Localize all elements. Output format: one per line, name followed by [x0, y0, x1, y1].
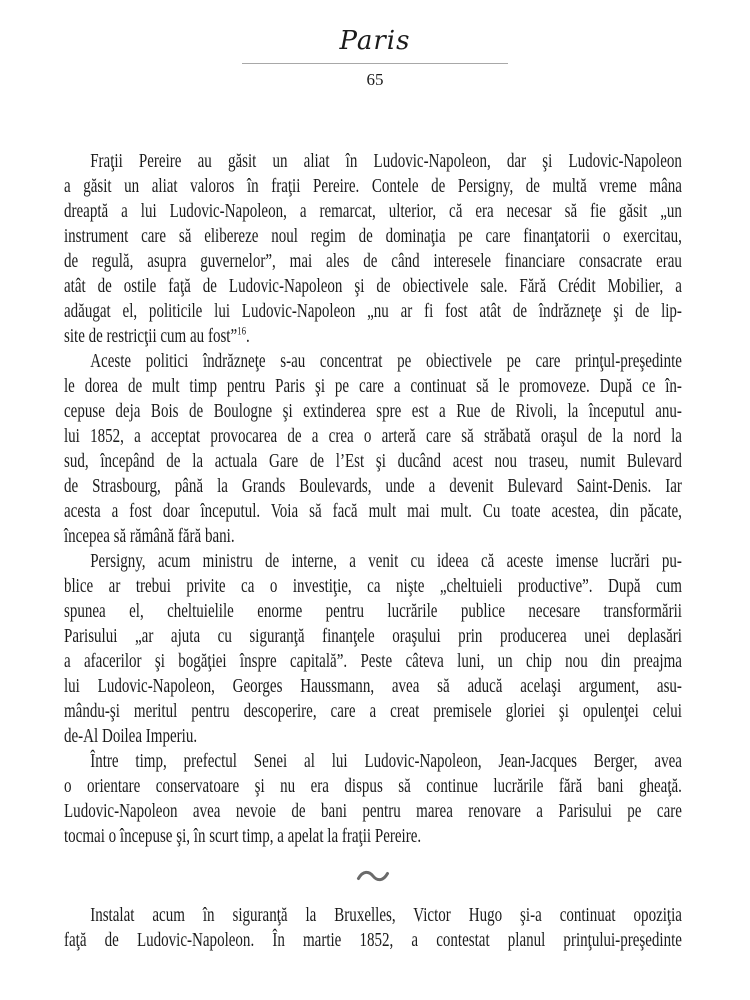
text-line: Aceste politici îndrăzneţe s-au concentrat pe obiectivele pe care prinţul-preşedinte	[90, 351, 682, 372]
text-line: spunea el, cheltuielile enorme pentru lucrările publice necesare transformării	[64, 601, 682, 622]
text-line: dreaptă a lui Ludovic-Napoleon, a remarcat, ulterior, că era necesar să fie găsit „un	[64, 201, 682, 222]
text-line: începea să rămână fără bani.	[64, 526, 235, 547]
text-line: lui Ludovic-Napoleon, Georges Haussmann, avea să aducă acelaşi argument, asu-	[64, 676, 682, 697]
text-line: de-Al Doilea Imperiu.	[64, 726, 198, 747]
text-line: blice ar trebui privite ca o investiţie, ca nişte „cheltuieli productive”. După cum	[64, 576, 682, 597]
text-line: site de restricţii cum au fost”$^{16}$.	[64, 325, 250, 347]
text-line: cepuse deja Bois de Boulogne şi extinderea spre est a Rue de Rivoli, la începutul anu-	[64, 401, 682, 422]
text-line: faţă de Ludovic-Napoleon. În martie 1852, a contestat planul prinţului-preşedinte	[64, 930, 682, 951]
text-column	[64, 149, 682, 953]
text-line: Parisului „ar ajuta cu siguranţă finanţele oraşului prin producerea unei deplasări	[64, 626, 682, 647]
text-line: Între timp, prefectul Senei al lui Ludovic-Napoleon, Jean-Jacques Berger, avea	[90, 751, 682, 772]
text-line: le dorea de mult timp pentru Paris şi pe care a continuat să le promoveze. După ce în-	[64, 376, 682, 397]
text-line: Instalat acum în siguranţă la Bruxelles, Victor Hugo şi-a continuat opoziţia	[90, 905, 682, 926]
paragraph	[64, 549, 682, 749]
paragraph	[64, 903, 682, 953]
page-header	[0, 28, 750, 88]
text-line: lui 1852, a acceptat provocarea de a crea o arteră care să străbată oraşul de la nord la	[64, 426, 682, 447]
tilde-separator-icon	[356, 869, 390, 883]
text-line: atât de ostile faţă de Ludovic-Napoleon şi de obiectivele sale. Fără Crédit Mobilier, a	[64, 276, 682, 297]
text-line: a afacerilor şi bogăţiei înspre capitală”. Peste câteva luni, un chip nou din preajma	[64, 651, 682, 672]
text-line: a găsit un aliat valoros în fraţii Pereire. Contele de Persigny, de multă vreme mâna	[64, 176, 682, 197]
text-line: sud, începând de la actuala Gare de l’Est şi ducând acest nou traseu, numit Bulevard	[64, 451, 682, 472]
text-line: adăugat el, politicile lui Ludovic-Napoleon „nu ar fi fost atât de îndrăzneţe şi de lip-	[64, 301, 682, 322]
text-line: acesta a fost doar începutul. Voia să facă mult mai mult. Cu toate acestea, din păcate,	[64, 501, 682, 522]
text-line: o orientare conservatoare şi nu era dispus să continue lucrările fără bani gheaţă.	[64, 776, 682, 797]
text-line: de Strasbourg, până la Grands Boulevards, unde a devenit Bulevard Saint-Denis. Iar	[64, 476, 682, 497]
footnote-reference: 16	[237, 325, 247, 338]
text-line: Ludovic-Napoleon avea nevoie de bani pentru marea renovare a Parisului pe care	[64, 801, 682, 822]
text-line: tocmai o începuse şi, în scurt timp, a apelat la fraţii Pereire.	[64, 826, 422, 847]
text-line: instrument care să elibereze noul regim de dominaţia pe care finanţatorii o exercitau,	[64, 226, 682, 247]
text-line: Persigny, acum ministru de interne, a venit cu ideea că aceste imense lucrări pu-	[90, 551, 682, 572]
text-flow	[64, 149, 682, 953]
paragraph	[64, 349, 682, 549]
text-line: Fraţii Pereire au găsit un aliat în Ludovic-Napoleon, dar şi Ludovic-Napoleon	[90, 151, 682, 172]
paragraph	[64, 749, 682, 849]
section-separator	[64, 849, 682, 903]
header-rule	[242, 63, 508, 64]
page-number: 65	[366, 70, 384, 89]
paragraph	[64, 149, 682, 349]
text-line: de regulă, asupra guvernelor”, mai ales de când interesele financiare consacrate erau	[64, 251, 682, 272]
running-title: Paris	[339, 26, 411, 56]
text-line: mându-şi meritul pentru descoperire, care a creat premisele gloriei şi opulenţei celui	[64, 701, 682, 722]
